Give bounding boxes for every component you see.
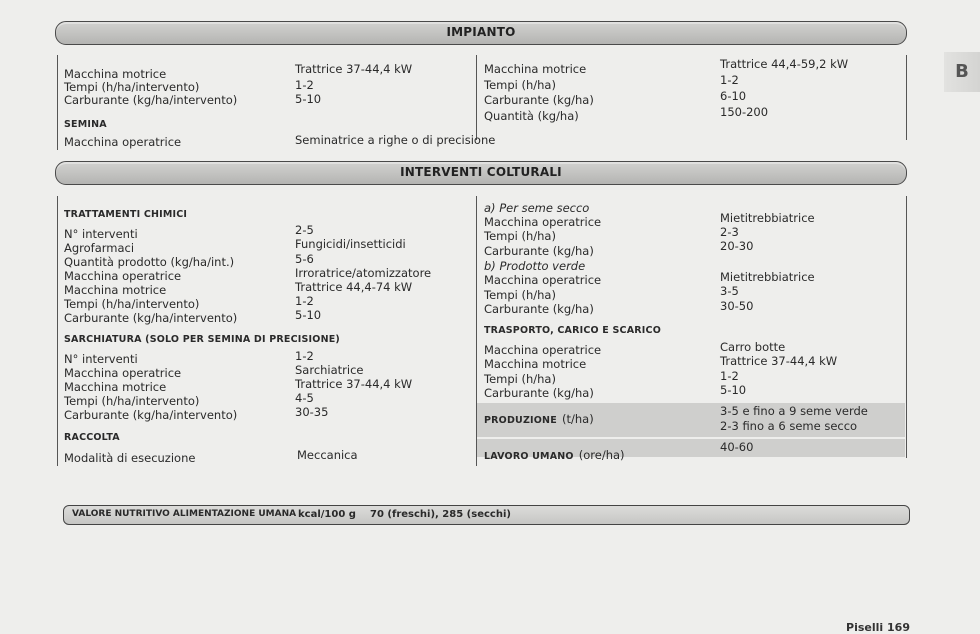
nutrition-value: 70 (freschi), 285 (secchi) — [370, 509, 511, 520]
raccolta-value: 3-5 — [720, 284, 739, 298]
verde-heading: b) Prodotto verde — [484, 259, 586, 273]
produzione-label: PRODUZIONE — [484, 415, 557, 426]
raccolta-label: Carburante (kg/ha) — [484, 244, 594, 258]
lavoro-unit: (ore/ha) — [578, 448, 625, 462]
impianto-value: Trattrice 44,4-59,2 kW — [720, 57, 849, 71]
lavoro-value: 40-60 — [720, 440, 754, 454]
trasporto-label: Macchina motrice — [484, 357, 587, 371]
trattamenti-value: 2-5 — [295, 223, 314, 237]
semina-label: Macchina operatrice — [64, 135, 182, 149]
sarchiatura-label: Tempi (h/ha/intervento) — [64, 394, 200, 408]
trattamenti-value: Fungicidi/insetticidi — [295, 237, 406, 251]
interventi-header — [55, 161, 907, 185]
divider — [906, 55, 907, 140]
section-tab-letter: B — [955, 61, 969, 82]
trasporto-label: Carburante (kg/ha) — [484, 386, 594, 400]
sarchiatura-label: Macchina motrice — [64, 380, 167, 394]
trattamenti-value: 1-2 — [295, 294, 314, 308]
sarchiatura-value: 30-35 — [295, 405, 329, 419]
impianto-value: 1-2 — [295, 78, 314, 92]
semina-value: Seminatrice a righe o di precisione — [295, 133, 496, 147]
raccolta-value: 2-3 — [720, 225, 739, 239]
impianto-label: Macchina motrice — [64, 67, 167, 81]
raccolta-value: Meccanica — [297, 448, 358, 462]
nutrition-label: VALORE NUTRITIVO ALIMENTAZIONE UMANA — [72, 509, 297, 519]
impianto-value: 150-200 — [720, 105, 769, 119]
trattamenti-value: Irroratrice/atomizzatore — [295, 266, 432, 280]
impianto-header — [55, 21, 907, 45]
raccolta-label: Modalità di esecuzione — [64, 451, 196, 465]
lavoro-heading — [484, 444, 625, 463]
trasporto-label: Macchina operatrice — [484, 343, 602, 357]
impianto-value: 1-2 — [720, 73, 739, 87]
raccolta-label: Macchina operatrice — [484, 215, 602, 229]
trattamenti-value: 5-6 — [295, 252, 314, 266]
produzione-value: 3-5 e fino a 9 seme verde — [720, 404, 868, 418]
trasporto-value: Carro botte — [720, 340, 786, 354]
sarchiatura-heading: SARCHIATURA (SOLO PER SEMINA DI PRECISIONE) — [64, 334, 340, 345]
trattamenti-value: 5-10 — [295, 308, 322, 322]
sarchiatura-label: Macchina operatrice — [64, 366, 182, 380]
trasporto-value: 1-2 — [720, 369, 739, 383]
raccolta-heading: RACCOLTA — [64, 432, 120, 443]
trattamenti-label: N° interventi — [64, 227, 138, 241]
trattamenti-label: Quantità prodotto (kg/ha/int.) — [64, 255, 235, 269]
page-label: Piselli 169 — [846, 621, 910, 634]
sarchiatura-value: 1-2 — [295, 349, 314, 363]
trasporto-value: Trattrice 37-44,4 kW — [720, 354, 838, 368]
trattamenti-label: Macchina operatrice — [64, 269, 182, 283]
produzione-value: 2-3 fino a 6 seme secco — [720, 419, 858, 433]
lavoro-label: LAVORO UMANO — [484, 451, 574, 462]
raccolta-value: Mietitrebbiatrice — [720, 211, 815, 225]
impianto-title: IMPIANTO — [446, 25, 516, 39]
trattamenti-label: Tempi (h/ha/intervento) — [64, 297, 200, 311]
impianto-label: Tempi (h/ha/intervento) — [64, 80, 200, 94]
impianto-label: Carburante (kg/ha) — [484, 93, 594, 107]
raccolta-label: Macchina operatrice — [484, 273, 602, 287]
impianto-value: 6-10 — [720, 89, 747, 103]
raccolta-value: 30-50 — [720, 299, 754, 313]
sarchiatura-label: N° interventi — [64, 352, 138, 366]
nutrition-unit: kcal/100 g — [298, 509, 356, 520]
divider — [57, 196, 58, 466]
divider — [476, 55, 477, 140]
sarchiatura-label: Carburante (kg/ha/intervento) — [64, 408, 238, 422]
trattamenti-label: Carburante (kg/ha/intervento) — [64, 311, 238, 325]
sarchiatura-value: 4-5 — [295, 391, 314, 405]
divider — [57, 55, 58, 150]
impianto-value: 5-10 — [295, 92, 322, 106]
divider — [906, 196, 907, 458]
trattamenti-label: Agrofarmaci — [64, 241, 135, 255]
seme-secco-heading: a) Per seme secco — [484, 201, 590, 215]
impianto-label: Tempi (h/ha) — [484, 78, 556, 92]
raccolta-value: Mietitrebbiatrice — [720, 270, 815, 284]
impianto-value: Trattrice 37-44,4 kW — [295, 62, 413, 76]
raccolta-label: Tempi (h/ha) — [484, 229, 556, 243]
trattamenti-label: Macchina motrice — [64, 283, 167, 297]
impianto-label: Quantità (kg/ha) — [484, 109, 579, 123]
sarchiatura-value: Trattrice 37-44,4 kW — [295, 377, 413, 391]
impianto-label: Macchina motrice — [484, 62, 587, 76]
produzione-unit: (t/ha) — [562, 412, 594, 426]
trasporto-value: 5-10 — [720, 383, 747, 397]
sarchiatura-value: Sarchiatrice — [295, 363, 364, 377]
trattamenti-heading: TRATTAMENTI CHIMICI — [64, 209, 188, 220]
impianto-label: Carburante (kg/ha/intervento) — [64, 93, 238, 107]
raccolta-value: 20-30 — [720, 239, 754, 253]
trasporto-label: Tempi (h/ha) — [484, 372, 556, 386]
semina-heading: SEMINA — [64, 119, 107, 130]
trattamenti-value: Trattrice 44,4-74 kW — [295, 280, 413, 294]
section-tab — [944, 52, 980, 92]
produzione-heading — [484, 408, 594, 427]
raccolta-label: Tempi (h/ha) — [484, 288, 556, 302]
trasporto-heading: TRASPORTO, CARICO E SCARICO — [484, 325, 661, 336]
raccolta-label: Carburante (kg/ha) — [484, 302, 594, 316]
interventi-title: INTERVENTI COLTURALI — [400, 165, 562, 179]
nutrition-box — [63, 505, 910, 525]
